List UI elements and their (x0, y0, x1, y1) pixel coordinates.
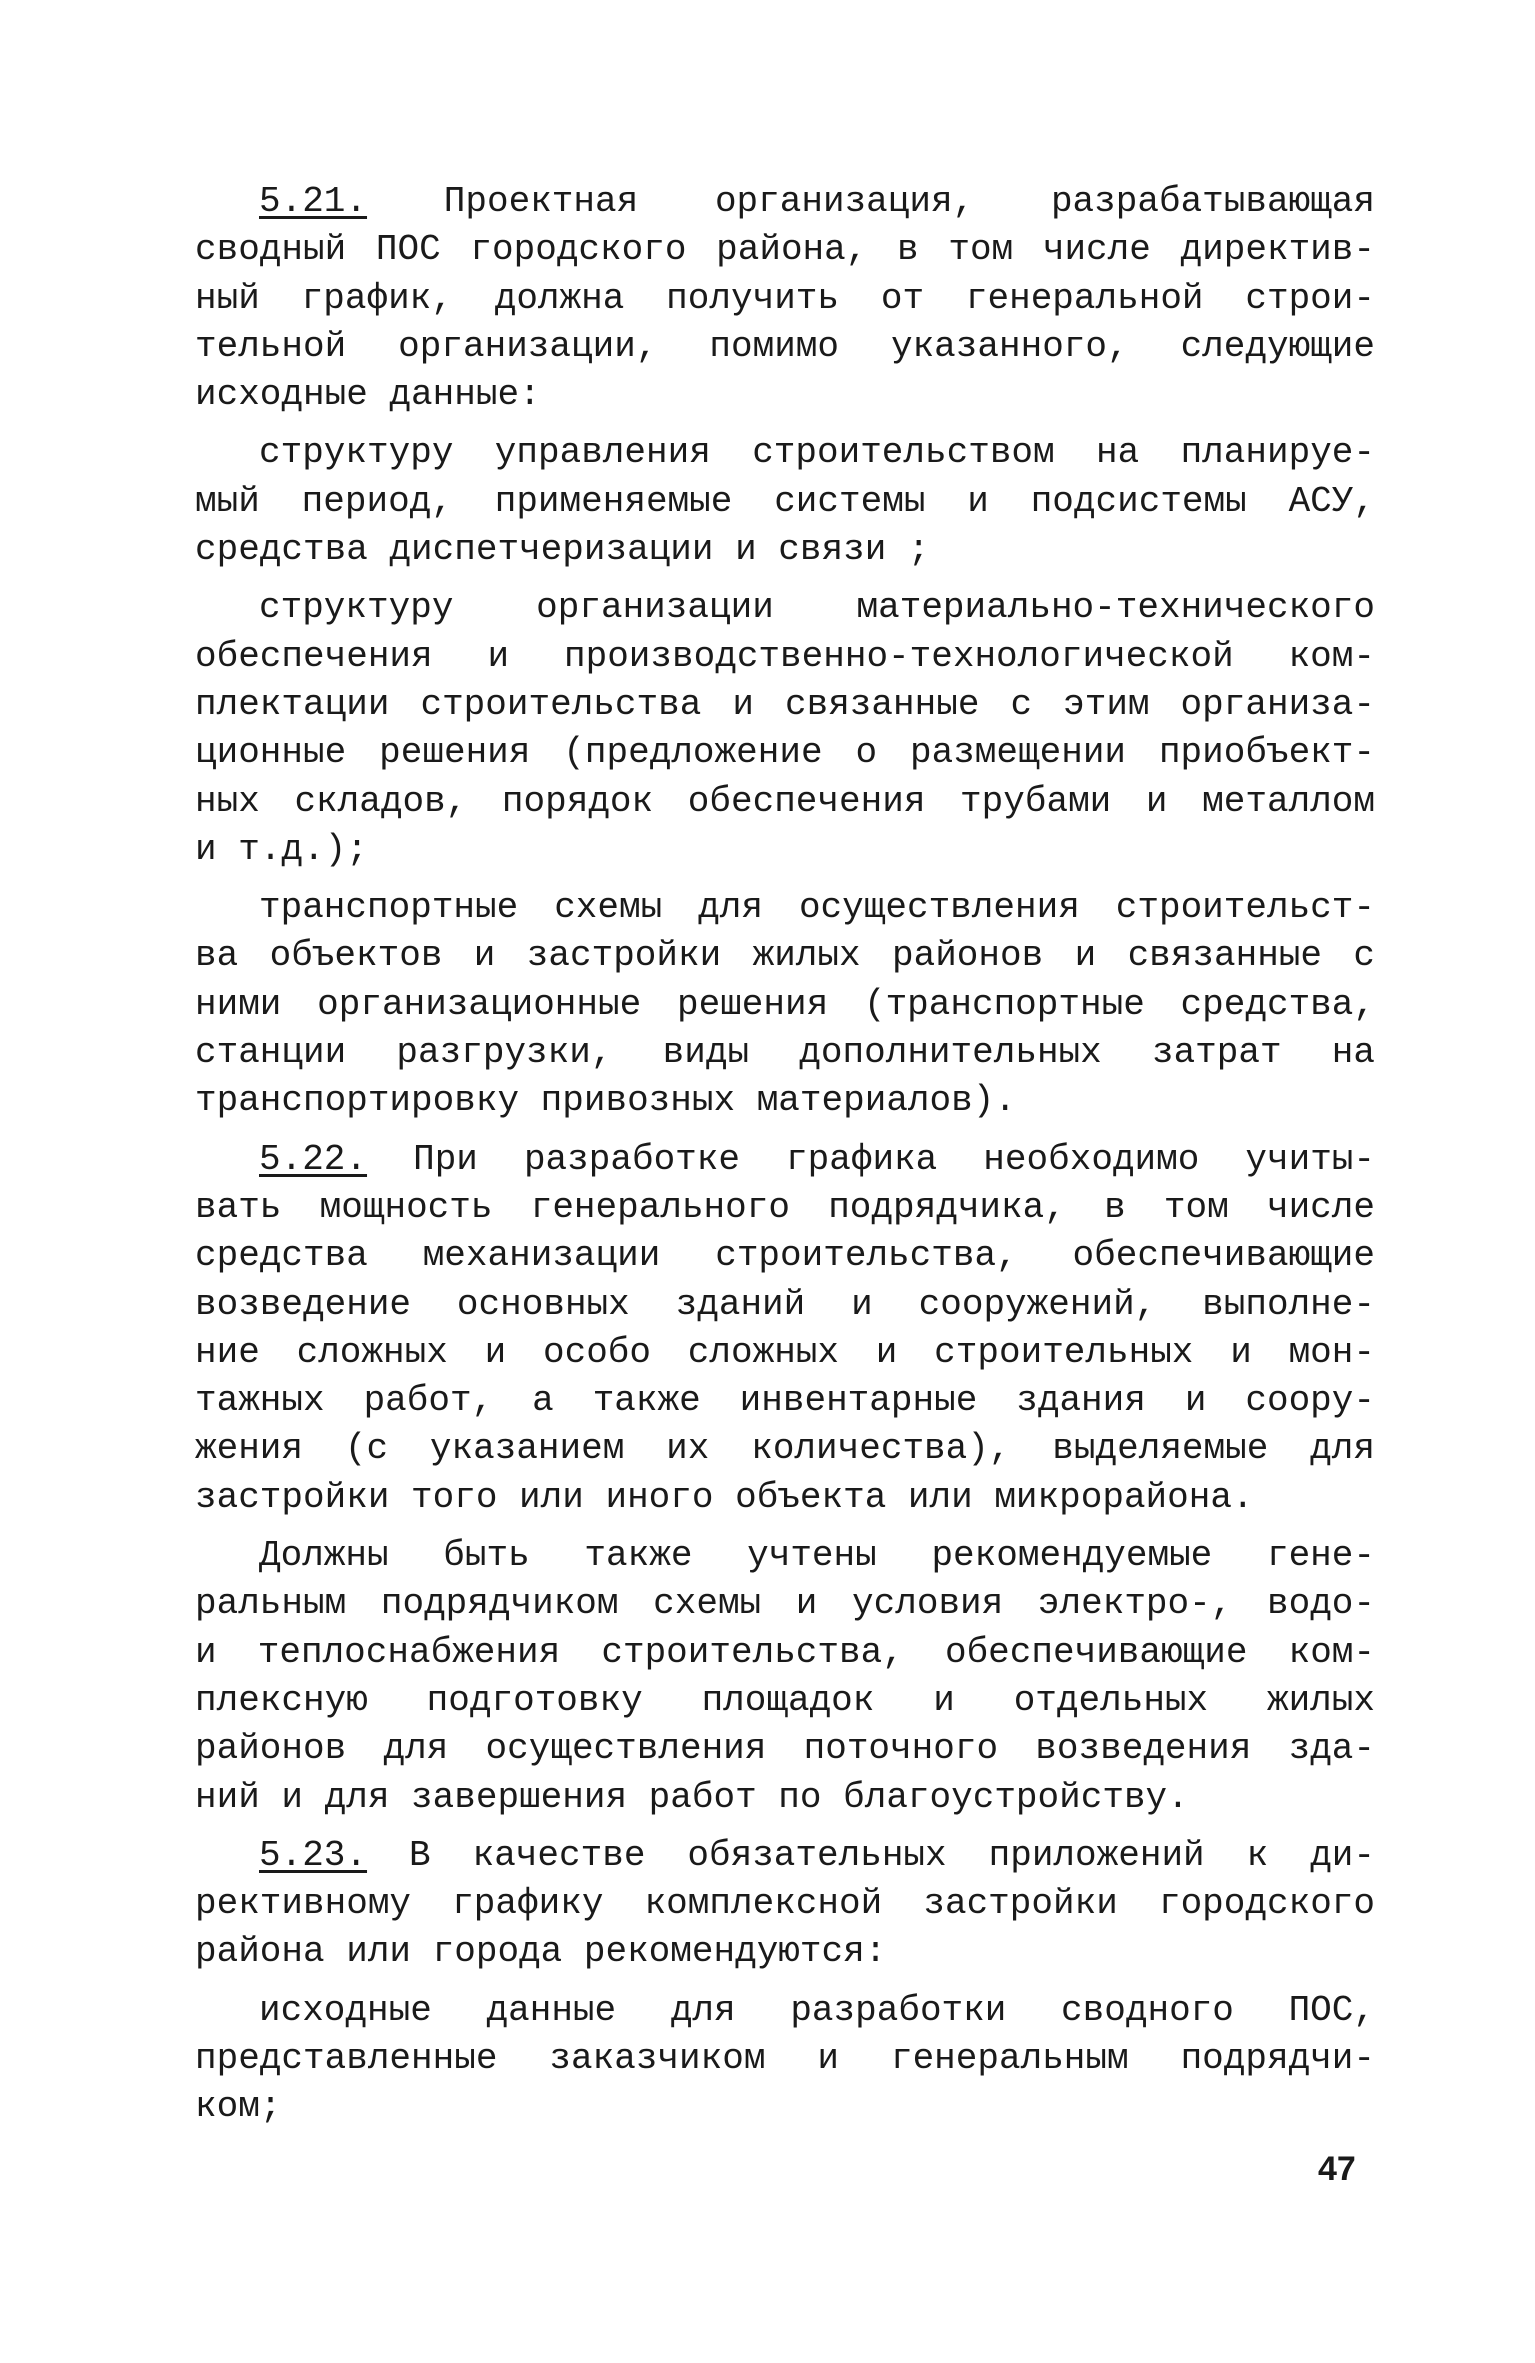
text-line: ральным подрядчиком схемы и условия электро-, водо- (195, 1583, 1375, 1625)
text-line: районов для осуществления поточного возведения зда- (195, 1728, 1375, 1770)
text-line: структуру организации материально-технического (259, 587, 1375, 629)
text-line: При разработке графика необходимо учиты- (413, 1138, 1376, 1180)
text-line: и теплоснабжения строительства, обеспечивающие ком- (195, 1631, 1375, 1673)
text-line: вать мощность генерального подрядчика, в том числе (195, 1186, 1375, 1228)
text-line: представленные заказчиком и генеральным подрядчи- (195, 2037, 1375, 2079)
paragraph-gap (195, 574, 1375, 584)
text-line: рективному графику комплексной застройки городского (195, 1883, 1375, 1925)
text-line: Проектная организация, разрабатывающая (443, 181, 1375, 222)
paragraph-gap (195, 1522, 1375, 1532)
text-line: ний и для завершения работ по благоустройству. (195, 1776, 1189, 1818)
text-line: жения (с указанием их количества), выделяемые для (195, 1428, 1375, 1470)
text-line: тельной организации, помимо указанного, следующие (195, 325, 1375, 367)
text-line: средства диспетчеризации и связи ; (195, 529, 930, 571)
text-line: ных складов, порядок обеспечения трубами и металлом (195, 780, 1375, 822)
text-line: В качестве обязательных приложений к ди- (409, 1834, 1376, 1876)
text-line: Должны быть также учтены рекомендуемые гене- (259, 1535, 1375, 1577)
text-line: ком; (195, 2086, 282, 2128)
page-number: 47 (1318, 2150, 1356, 2188)
text-line: плексную подготовку площадок и отдельных жилых (195, 1679, 1375, 1721)
paragraph-gap (195, 874, 1375, 884)
text-line: ционные решения (предложение о размещении приобъект- (195, 732, 1375, 774)
text-line: ними организационные решения (транспортные средства, (195, 983, 1375, 1025)
text-line: ный график, должна получить от генеральной строи- (195, 277, 1375, 319)
section-5-23-heading-line (195, 1832, 1375, 1880)
section-5-21-heading-line (195, 178, 1375, 226)
text-line: структуру управления строительством на планируе- (259, 432, 1375, 474)
paragraph-gap (195, 1126, 1375, 1136)
text-line: района или города рекомендуются: (195, 1931, 887, 1973)
text-line: мый период, применяемые системы и подсистемы АСУ, (195, 480, 1375, 522)
text-line: плектации строительства и связанные с этим организа- (195, 683, 1375, 725)
section-5-22-heading-line (195, 1136, 1375, 1184)
text-line: исходные данные: (195, 374, 541, 416)
text-line: ва объектов и застройки жилых районов и связанные с (195, 935, 1375, 977)
paragraph-gap (195, 1977, 1375, 1987)
text-line: возведение основных зданий и сооружений, выполне- (195, 1283, 1375, 1325)
text-line: тажных работ, а также инвентарные здания и соору- (195, 1380, 1375, 1422)
text-line: и т.д.); (195, 828, 368, 870)
document-page (195, 178, 1375, 2132)
text-line: сводный ПОС городского района, в том числе директив- (195, 229, 1375, 271)
text-line: средства механизации строительства, обеспечивающие (195, 1235, 1375, 1277)
text-line: транспортные схемы для осуществления строительст- (259, 887, 1375, 929)
section-number-5-21: 5.21. (259, 181, 368, 222)
text-line: транспортировку привозных материалов). (195, 1080, 1016, 1122)
text-line: ние сложных и особо сложных и строительных и мон- (195, 1331, 1375, 1373)
section-number-5-22: 5.22. (259, 1138, 368, 1180)
paragraph-gap (195, 1822, 1375, 1832)
paragraph-gap (195, 419, 1375, 429)
text-line: обеспечения и производственно-технологической ком- (195, 635, 1375, 677)
text-line: исходные данные для разработки сводного ПОС, (259, 1989, 1375, 2031)
section-number-5-23: 5.23. (259, 1834, 368, 1876)
text-line: застройки того или иного объекта или микрорайона. (195, 1476, 1254, 1518)
text-line: станции разгрузки, виды дополнительных затрат на (195, 1032, 1375, 1074)
